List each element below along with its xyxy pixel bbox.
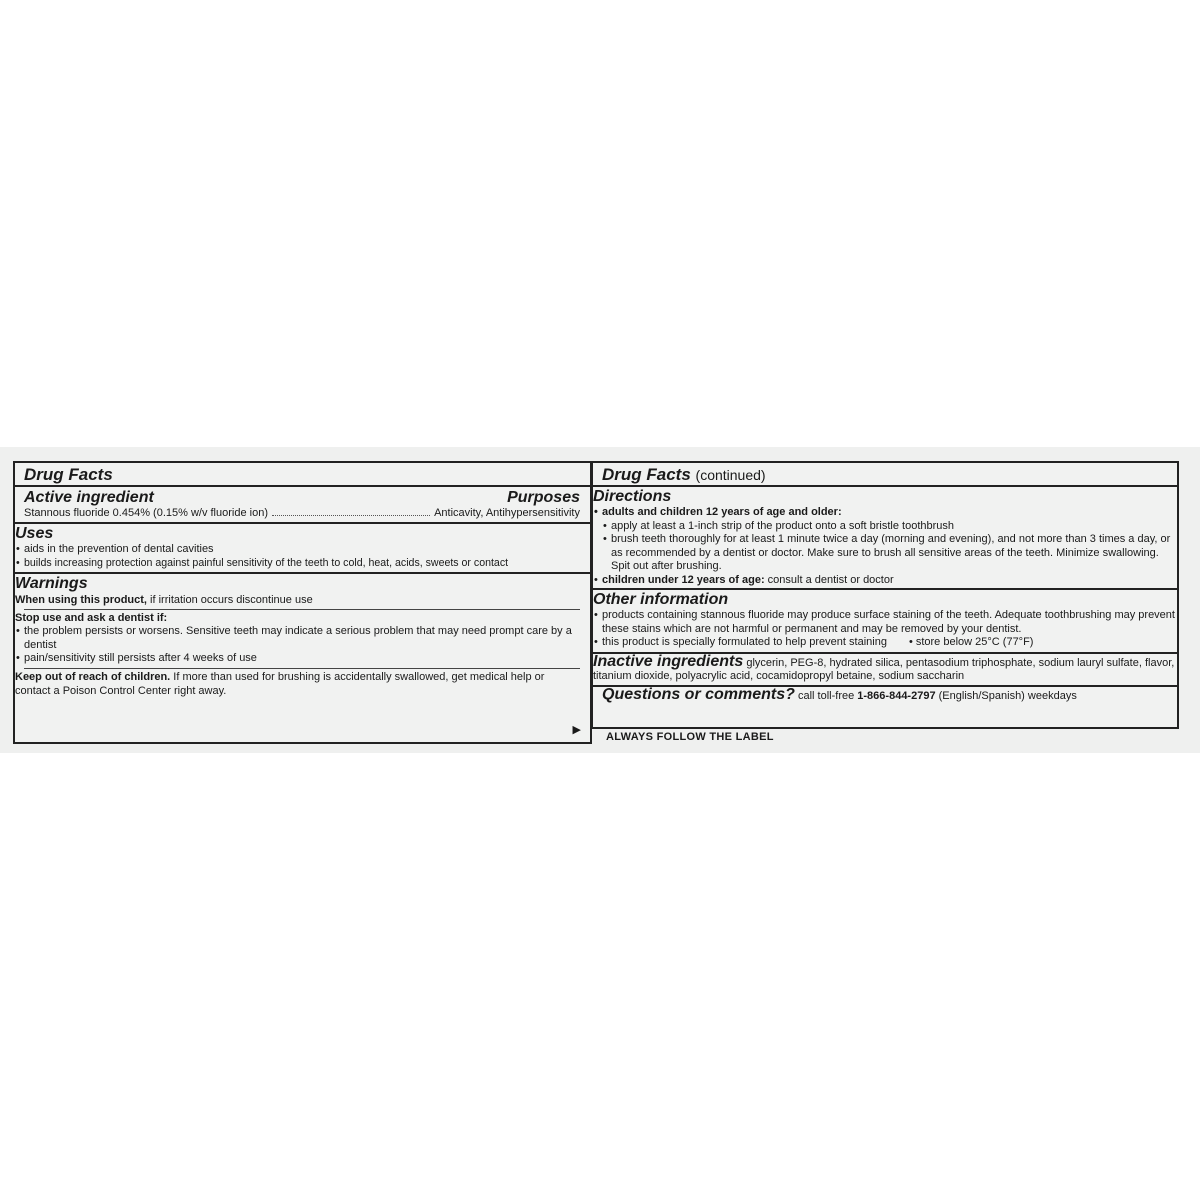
always-follow-label: ALWAYS FOLLOW THE LABEL: [606, 731, 774, 743]
phone-number: 1-866-844-2797: [857, 689, 936, 702]
questions-text: call toll-free: [794, 689, 858, 702]
other-information-list: [593, 609, 1177, 650]
keep-out-text: If more than used for brushing is accidentally swallowed, get medical help or contact a Poison Control Center right away.: [15, 670, 545, 697]
adults-label: • adults and children 12 years of age and older:: [593, 506, 1177, 520]
continue-arrow-icon: ▶: [572, 724, 581, 736]
continued-label: (continued): [695, 467, 766, 483]
list-item: • apply at least a 1-inch strip of the product onto a soft bristle toothbrush: [593, 520, 1177, 534]
active-ingredient-heading: Active ingredient: [24, 489, 154, 506]
children-list: [593, 574, 1177, 588]
list-item: • pain/sensitivity still persists after 4 weeks of use: [15, 652, 590, 666]
drug-facts-panel-left: [13, 461, 592, 744]
active-ingredient-purpose: Anticavity, Antihypersensitivity: [434, 507, 580, 519]
directions-heading: Directions: [593, 488, 672, 505]
children-directions: [593, 574, 1177, 588]
drug-facts-title: Drug Facts: [24, 465, 113, 484]
uses-list: [15, 543, 590, 570]
warnings-heading: Warnings: [15, 575, 88, 592]
children-label: children under 12 years of age:: [602, 573, 765, 586]
list-item: • products containing stannous fluoride may produce surface staining of the teeth. Adequate toothbrushing may prevent these stains which are not harmful or permanent and may be removed by your dentist.: [593, 609, 1177, 636]
list-item: • aids in the prevention of dental cavities: [15, 543, 590, 557]
inactive-ingredients: [593, 652, 1177, 683]
list-item: • the problem persists or worsens. Sensitive teeth may indicate a serious problem that may need prompt care by a dentist: [15, 625, 590, 652]
other-item-text: this product is specially formulated to help prevent staining: [602, 636, 887, 648]
drug-facts-panel-right: [592, 461, 1179, 729]
list-item: [593, 636, 1177, 650]
questions-heading: Questions or comments?: [602, 685, 795, 703]
questions-line: [602, 685, 1167, 703]
active-ingredient-item: Stannous fluoride 0.454% (0.15% w/v fluoride ion): [24, 507, 268, 519]
list-item: • brush teeth thoroughly for at least 1 minute twice a day (morning and evening), and not more than 3 times a day, or as recommended by a dentist or doctor. Make sure to brush all sensitive areas of the teeth. Minimize swallowing. Spit out after brushing.: [593, 533, 1177, 574]
when-using-line: [15, 593, 590, 607]
other-information-heading: Other information: [593, 591, 729, 608]
adult-steps-list: [593, 520, 1177, 574]
uses-heading: Uses: [15, 525, 54, 542]
storage-text: • store below 25°C (77°F): [908, 636, 1034, 648]
stop-use-list: [15, 625, 590, 666]
list-item: • builds increasing protection against painful sensitivity of the teeth to cold, heat, acids, sweets or contact: [15, 557, 590, 571]
stop-use-heading: Stop use and ask a dentist if:: [15, 612, 168, 624]
when-using-text: if irritation occurs discontinue use: [147, 594, 313, 606]
keep-out-label: Keep out of reach of children.: [15, 670, 171, 683]
inactive-ingredients-heading: Inactive ingredients: [593, 652, 744, 670]
questions-tail: (English/Spanish) weekdays: [935, 689, 1077, 702]
drug-facts-continued-title: [602, 465, 1167, 485]
keep-out-reach: [15, 670, 590, 698]
children-text: consult a dentist or doctor: [764, 573, 894, 586]
inactive-ingredients-text: glycerin, PEG-8, hydrated silica, pentasodium triphosphate, sodium lauryl sulfate, flavor, titanium dioxide, polyacrylic acid, cocamidopropyl betaine, sodium saccharin: [593, 656, 1175, 682]
purposes-heading: Purposes: [507, 489, 580, 506]
directions-list: [593, 506, 1177, 520]
drug-facts-title: Drug Facts: [602, 465, 691, 484]
when-using-label: When using this product,: [15, 594, 147, 606]
